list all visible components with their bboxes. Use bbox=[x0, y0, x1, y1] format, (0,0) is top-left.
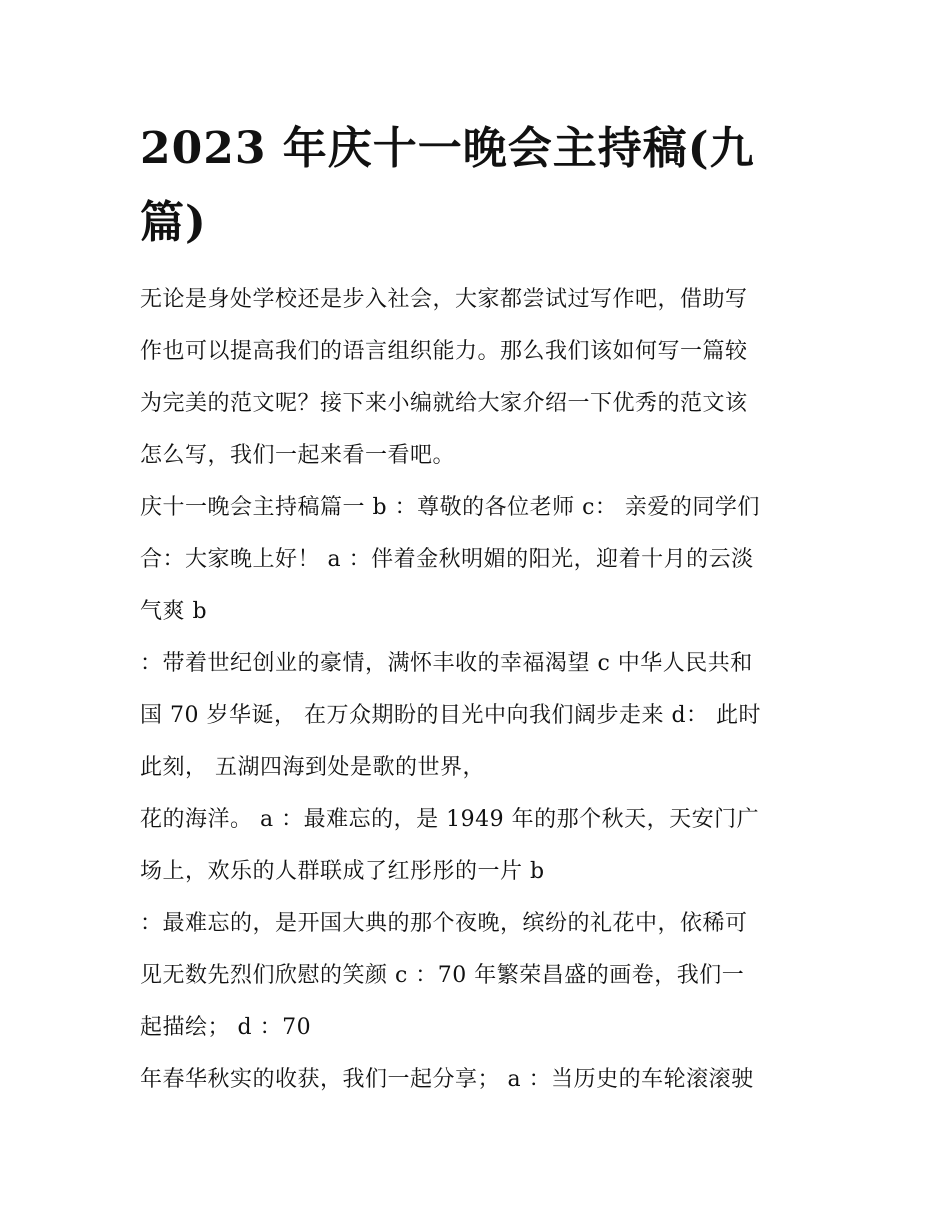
document-title bbox=[140, 112, 812, 260]
body-paragraph bbox=[140, 794, 812, 898]
body-paragraph bbox=[140, 482, 812, 638]
text-line: 花的海洋。 a ：最难忘的，是 1949 年的那个秋天，天安门广 bbox=[140, 807, 760, 832]
text-line: 国 70 岁华诞， 在万众期盼的目光中向我们阔步走来 d： 此时 bbox=[140, 703, 762, 728]
text-line: 气爽 b bbox=[140, 599, 208, 624]
text-line: ：带着世纪创业的豪情，满怀丰收的幸福渴望 c 中华人民共和 bbox=[140, 651, 753, 676]
text-line: 起描绘； d ：70 bbox=[140, 1015, 312, 1040]
text-line: 见无数先烈们欣慰的笑颜 c ：70 年繁荣昌盛的画卷，我们一 bbox=[140, 963, 745, 988]
text-line: 合：大家晚上好！ a ：伴着金秋明媚的阳光，迎着十月的云淡 bbox=[140, 547, 754, 572]
title-line: 2023 年庆十一晚会主持稿(九 bbox=[140, 123, 755, 174]
text-line: 无论是身处学校还是步入社会，大家都尝试过写作吧，借助写 bbox=[140, 287, 748, 312]
text-line: 场上，欢乐的人群联成了红彤彤的一片 b bbox=[140, 859, 545, 884]
text-line: 为完美的范文呢？接下来小编就给大家介绍一下优秀的范文该 bbox=[140, 391, 748, 416]
body-paragraph bbox=[140, 898, 812, 1054]
text-line: 庆十一晚会主持稿篇一 b ：尊敬的各位老师 c： 亲爱的同学们 bbox=[140, 495, 760, 520]
intro-paragraph bbox=[140, 274, 812, 482]
text-line: 怎么写，我们一起来看一看吧。 bbox=[140, 443, 456, 468]
body-paragraph bbox=[140, 1054, 812, 1106]
text-line: 此刻， 五湖四海到处是歌的世界， bbox=[140, 755, 485, 780]
text-line: 年春华秋实的收获，我们一起分享； a ：当历史的车轮滚滚驶 bbox=[140, 1067, 754, 1092]
text-line: 作也可以提高我们的语言组织能力。那么我们该如何写一篇较 bbox=[140, 339, 748, 364]
body-paragraph bbox=[140, 638, 812, 794]
document-body bbox=[140, 112, 812, 1106]
title-line: 篇) bbox=[140, 197, 207, 248]
text-line: ：最难忘的，是开国大典的那个夜晚，缤纷的礼花中，依稀可 bbox=[140, 911, 748, 936]
